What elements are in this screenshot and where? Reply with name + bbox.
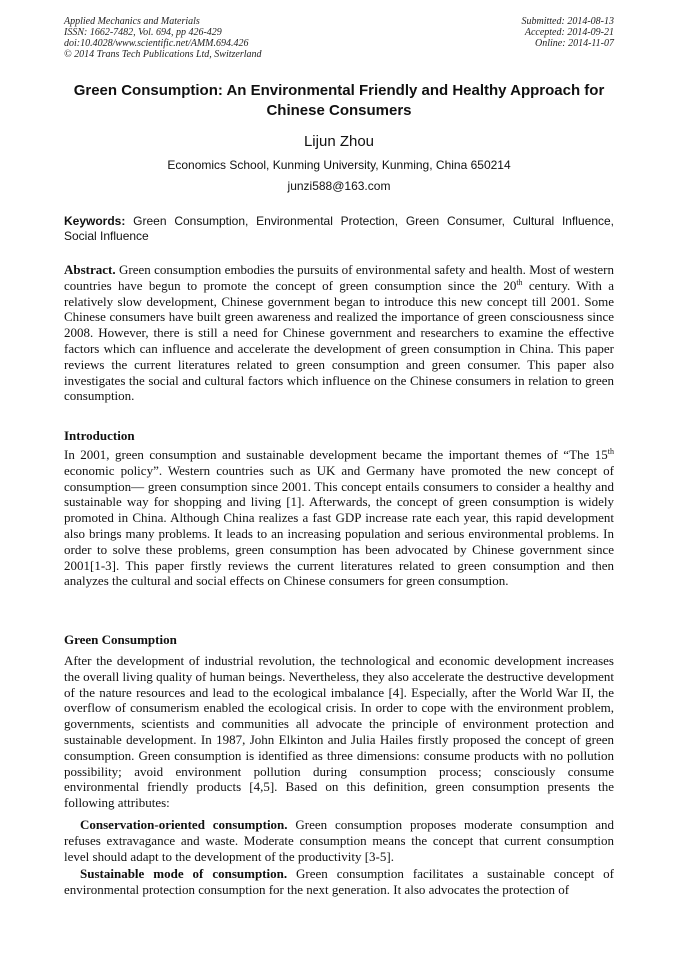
- abstract-text-2: century. With a relatively slow development, Chinese government began to introduce this new concept till 2001. Some Chinese consumers have built green awareness and realized the importance of green consciousness since 2008. However, there is still a need for Chinese government and researchers to examine the effective factors which can influence and accelerate the development of green consumption in China. This paper reviews the current literatures related to green consumption and green consumer. This paper also investigates the social and cultural factors which influence on the Chinese consumers in relation to green consumption.: [64, 277, 614, 404]
- author-email[interactable]: junzi588@163.com: [287, 179, 391, 193]
- attribute-conservation-text: Green consumption proposes moderate consumption and refuses extravagance and waste. Moderate consumption means the concept that current consumption level should adapt to the development of the productivity [3-5].: [64, 817, 615, 864]
- green-consumption-text: After the development of industrial revolution, the technological and economic development increases the overall living quality of human beings. Nevertheless, they also accelerate the destructive development of the nature resources and lead to the ecological imbalance [4]. Especially, after the World War II, the overflow of consumerism enabled the ecological crisis. In order to cope with the environment problem, governments, scientists and communities all advocate the principle of environment protection and sustainable development. In 1987, John Elkinton and Julia Hailes firstly proposed the concept of green consumption. Green consumption is identified as three dimensions: consume products with no pollution possibility; avoid environment pollution during consumption process; consciously consume environmental friendly products [4,5]. Based on this definition, green consumption presents the following attributes:: [64, 653, 614, 811]
- abstract-label: Abstract.: [64, 262, 116, 277]
- author-affiliation: Economics School, Kunming University, Kunming, China 650214: [167, 158, 511, 172]
- introduction-text-2: economic policy”. Western countries such as UK and Germany have promoted the new concept of consumption— green consumption since 2001. This concept entails consumers to consider a healthy and sustainable way for shopping and living [1]. Afterwards, the concept of green consumption is widely promoted in China. Although China realizes a fast GDP increase rate each year, this rapid development also brings many problems. It leads to an increasing population and serious environmental problems. In order to solve these problems, green consumption has been advocated by Chinese government since 2001[1-3]. This paper firstly reviews the current literatures related to green consumption and then analyzes the cultural and social effects on Chinese consumers for green consumption.: [64, 462, 614, 589]
- attribute-conservation-label: Conservation-oriented consumption.: [80, 817, 288, 832]
- keywords-text: Green Consumption, Environmental Protection, Green Consumer, Cultural Influence, Social Influence: [64, 214, 614, 243]
- journal-name: Applied Mechanics and Materials: [64, 16, 200, 27]
- introduction-heading: Introduction: [64, 428, 135, 443]
- dates-header: [400, 16, 614, 49]
- author-name: Lijun Zhou: [303, 133, 375, 150]
- keywords-label: Keywords:: [64, 214, 126, 228]
- doi-line: doi:10.4028/www.scientific.net/AMM.694.426: [64, 38, 249, 49]
- attribute-conservation: [64, 817, 614, 864]
- abstract-superscript: th: [516, 277, 523, 287]
- journal-header: [64, 16, 262, 60]
- accepted-date: Accepted: 2014-09-21: [524, 27, 614, 38]
- introduction-paragraph: [64, 447, 614, 589]
- online-date: Online: 2014-11-07: [535, 38, 614, 49]
- green-consumption-paragraph: [64, 653, 614, 811]
- green-consumption-heading: Green Consumption: [64, 632, 177, 647]
- abstract-paragraph: [64, 262, 614, 404]
- attribute-sustainable-text: Green consumption facilitates a sustainable concept of environmental protection consumption for the next generation. It also advocates the protection of: [64, 866, 614, 897]
- submitted-date: Submitted: 2014-08-13: [521, 16, 614, 27]
- introduction-superscript: th: [607, 447, 614, 456]
- attribute-sustainable: [64, 866, 614, 898]
- paper-title: Green Consumption: An Environmental Friendly and Healthy Approach for Chinese Consumers: [73, 82, 605, 119]
- keywords-block: [64, 214, 614, 244]
- abstract-text-1: Green consumption embodies the pursuits of environmental safety and health. Most of western countries have begun to promote the concept of green consumption since the 20: [64, 262, 614, 293]
- issn-line: ISSN: 1662-7482, Vol. 694, pp 426-429: [64, 27, 222, 38]
- attribute-sustainable-label: Sustainable mode of consumption.: [80, 866, 288, 881]
- copyright-line: © 2014 Trans Tech Publications Ltd, Switzerland: [64, 49, 262, 60]
- introduction-text-1: In 2001, green consumption and sustainable development became the important themes of “The 15: [64, 447, 608, 462]
